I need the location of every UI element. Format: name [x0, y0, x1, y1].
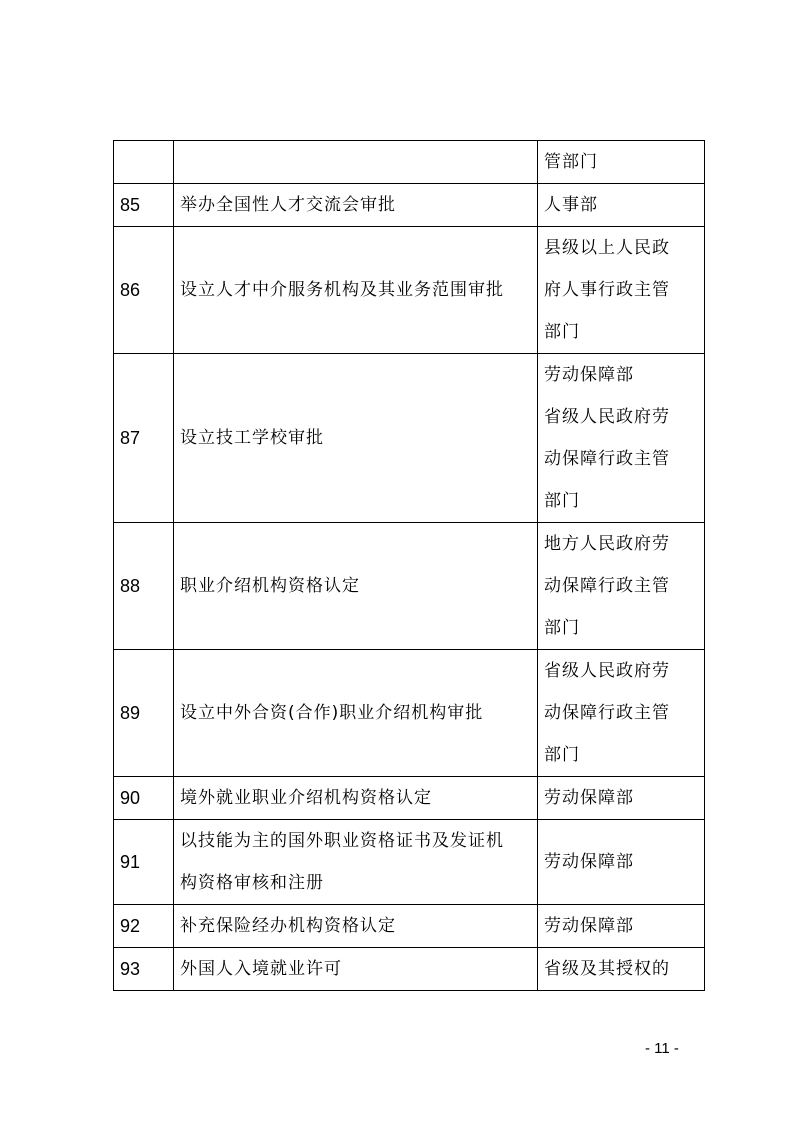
table-row — [114, 650, 705, 777]
row-number: 87 — [114, 354, 174, 523]
row-number: 88 — [114, 523, 174, 650]
row-number: 86 — [114, 227, 174, 354]
authority-department: 省级及其授权的 — [538, 948, 705, 991]
authority-department: 地方人民政府劳 动保障行政主管 部门 — [538, 523, 705, 650]
authority-department: 管部门 — [538, 141, 705, 184]
table-row — [114, 905, 705, 948]
approval-item: 设立技工学校审批 — [174, 354, 538, 523]
authority-department: 人事部 — [538, 184, 705, 227]
row-number — [114, 141, 174, 184]
authority-department: 劳动保障部 省级人民政府劳 动保障行政主管 部门 — [538, 354, 705, 523]
authority-department: 劳动保障部 — [538, 905, 705, 948]
approval-item: 设立人才中介服务机构及其业务范围审批 — [174, 227, 538, 354]
row-number: 85 — [114, 184, 174, 227]
row-number: 90 — [114, 777, 174, 820]
table-row — [114, 948, 705, 991]
table-row — [114, 820, 705, 905]
page-number: - 11 - — [645, 1040, 679, 1057]
approval-item: 职业介绍机构资格认定 — [174, 523, 538, 650]
row-number: 89 — [114, 650, 174, 777]
table-row — [114, 523, 705, 650]
authority-department: 劳动保障部 — [538, 777, 705, 820]
table-row — [114, 227, 705, 354]
authority-department: 劳动保障部 — [538, 820, 705, 905]
approval-item — [174, 141, 538, 184]
row-number: 91 — [114, 820, 174, 905]
authority-department: 省级人民政府劳 动保障行政主管 部门 — [538, 650, 705, 777]
table-row — [114, 354, 705, 523]
authority-department: 县级以上人民政 府人事行政主管 部门 — [538, 227, 705, 354]
approval-items-table — [113, 140, 705, 991]
approval-item: 设立中外合资(合作)职业介绍机构审批 — [174, 650, 538, 777]
table-row — [114, 777, 705, 820]
table-row — [114, 184, 705, 227]
approval-item: 举办全国性人才交流会审批 — [174, 184, 538, 227]
approval-item: 境外就业职业介绍机构资格认定 — [174, 777, 538, 820]
row-number: 93 — [114, 948, 174, 991]
row-number: 92 — [114, 905, 174, 948]
table-row — [114, 141, 705, 184]
approval-item: 补充保险经办机构资格认定 — [174, 905, 538, 948]
approval-item: 外国人入境就业许可 — [174, 948, 538, 991]
approval-item: 以技能为主的国外职业资格证书及发证机 构资格审核和注册 — [174, 820, 538, 905]
